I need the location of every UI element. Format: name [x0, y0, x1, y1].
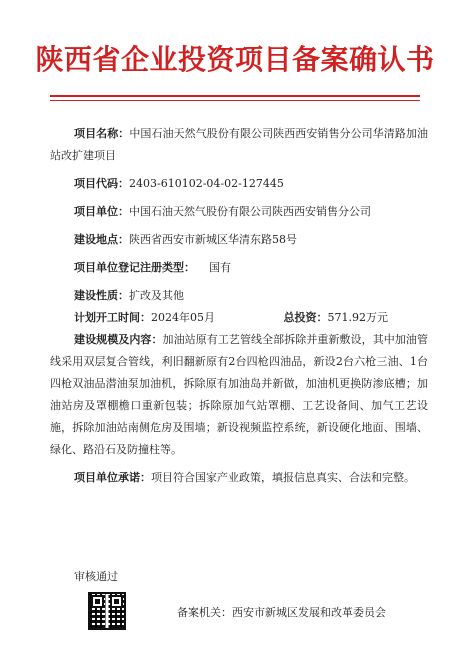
scale-content-label: 建设规模及内容：	[74, 333, 163, 346]
location-label: 建设地点：	[74, 233, 129, 246]
field-scale-content	[50, 329, 428, 461]
commitment-value: 项目符合国家产业政策，填报信息真实、合法和完整。	[151, 471, 415, 484]
filing-organization: 备案机关：西安市新城区发展和改革委员会	[177, 606, 386, 619]
start-time-field	[74, 307, 215, 329]
investment-label: 总投资：	[283, 311, 328, 324]
document-title: 陕西省企业投资项目备案确认书	[35, 43, 435, 76]
start-time-value: 2024年05月	[151, 311, 215, 324]
field-location	[50, 229, 428, 251]
project-code-value: 2403-610102-04-02-127445	[129, 177, 284, 190]
project-code-label: 项目代码：	[74, 177, 129, 190]
title-rule-thick	[50, 95, 420, 97]
investment-value: 571.92万元	[327, 311, 388, 324]
start-time-label: 计划开工时间：	[74, 311, 151, 324]
field-project-name	[50, 123, 428, 167]
field-project-code	[50, 173, 428, 195]
project-name-value: 中国石油天然气股份有限公司陕西西安销售分公司华清路加油站改扩建项目	[50, 127, 429, 162]
scale-content-value: 加油站原有工艺管线全部拆除并重新敷设，其中加油管线采用双层复合管线，利旧翻新原有2台四枪四油品，新设2台六枪三油、1台四枪双油品潜油泵加油机，拆除原有加油岛并新做，加油机更换防渗底槽；加油站房及罩棚檐口重新包装；拆除原加气站罩棚、工艺设备间、加气工艺设施，拆除加油站南侧危房及围墙；新设视频监控系统，新设硬化地面、围墙、绿化、路沿石及防撞柱等。	[50, 333, 428, 456]
title-rule-thin	[50, 100, 420, 101]
construction-nature-value: 扩改及其他	[129, 289, 184, 302]
commitment-label: 项目单位承诺：	[74, 471, 151, 484]
construction-nature-label: 建设性质：	[74, 289, 129, 302]
investment-field	[284, 307, 389, 329]
field-start-and-investment	[50, 307, 428, 329]
qr-code-icon	[88, 592, 126, 630]
project-unit-value: 中国石油天然气股份有限公司陕西西安销售分公司	[129, 205, 371, 218]
field-commitment	[50, 467, 428, 489]
project-unit-label: 项目单位：	[74, 205, 129, 218]
registration-type-label: 项目单位登记注册类型：	[74, 261, 195, 274]
field-project-unit	[50, 201, 428, 223]
document-body	[50, 123, 428, 495]
registration-type-value: 国有	[209, 261, 231, 274]
field-construction-nature	[50, 285, 428, 307]
project-name-label: 项目名称：	[74, 127, 130, 140]
location-value: 陕西省西安市新城区华清东路58号	[129, 233, 297, 246]
audit-status: 审核通过	[74, 570, 118, 583]
field-registration-type	[50, 257, 428, 279]
